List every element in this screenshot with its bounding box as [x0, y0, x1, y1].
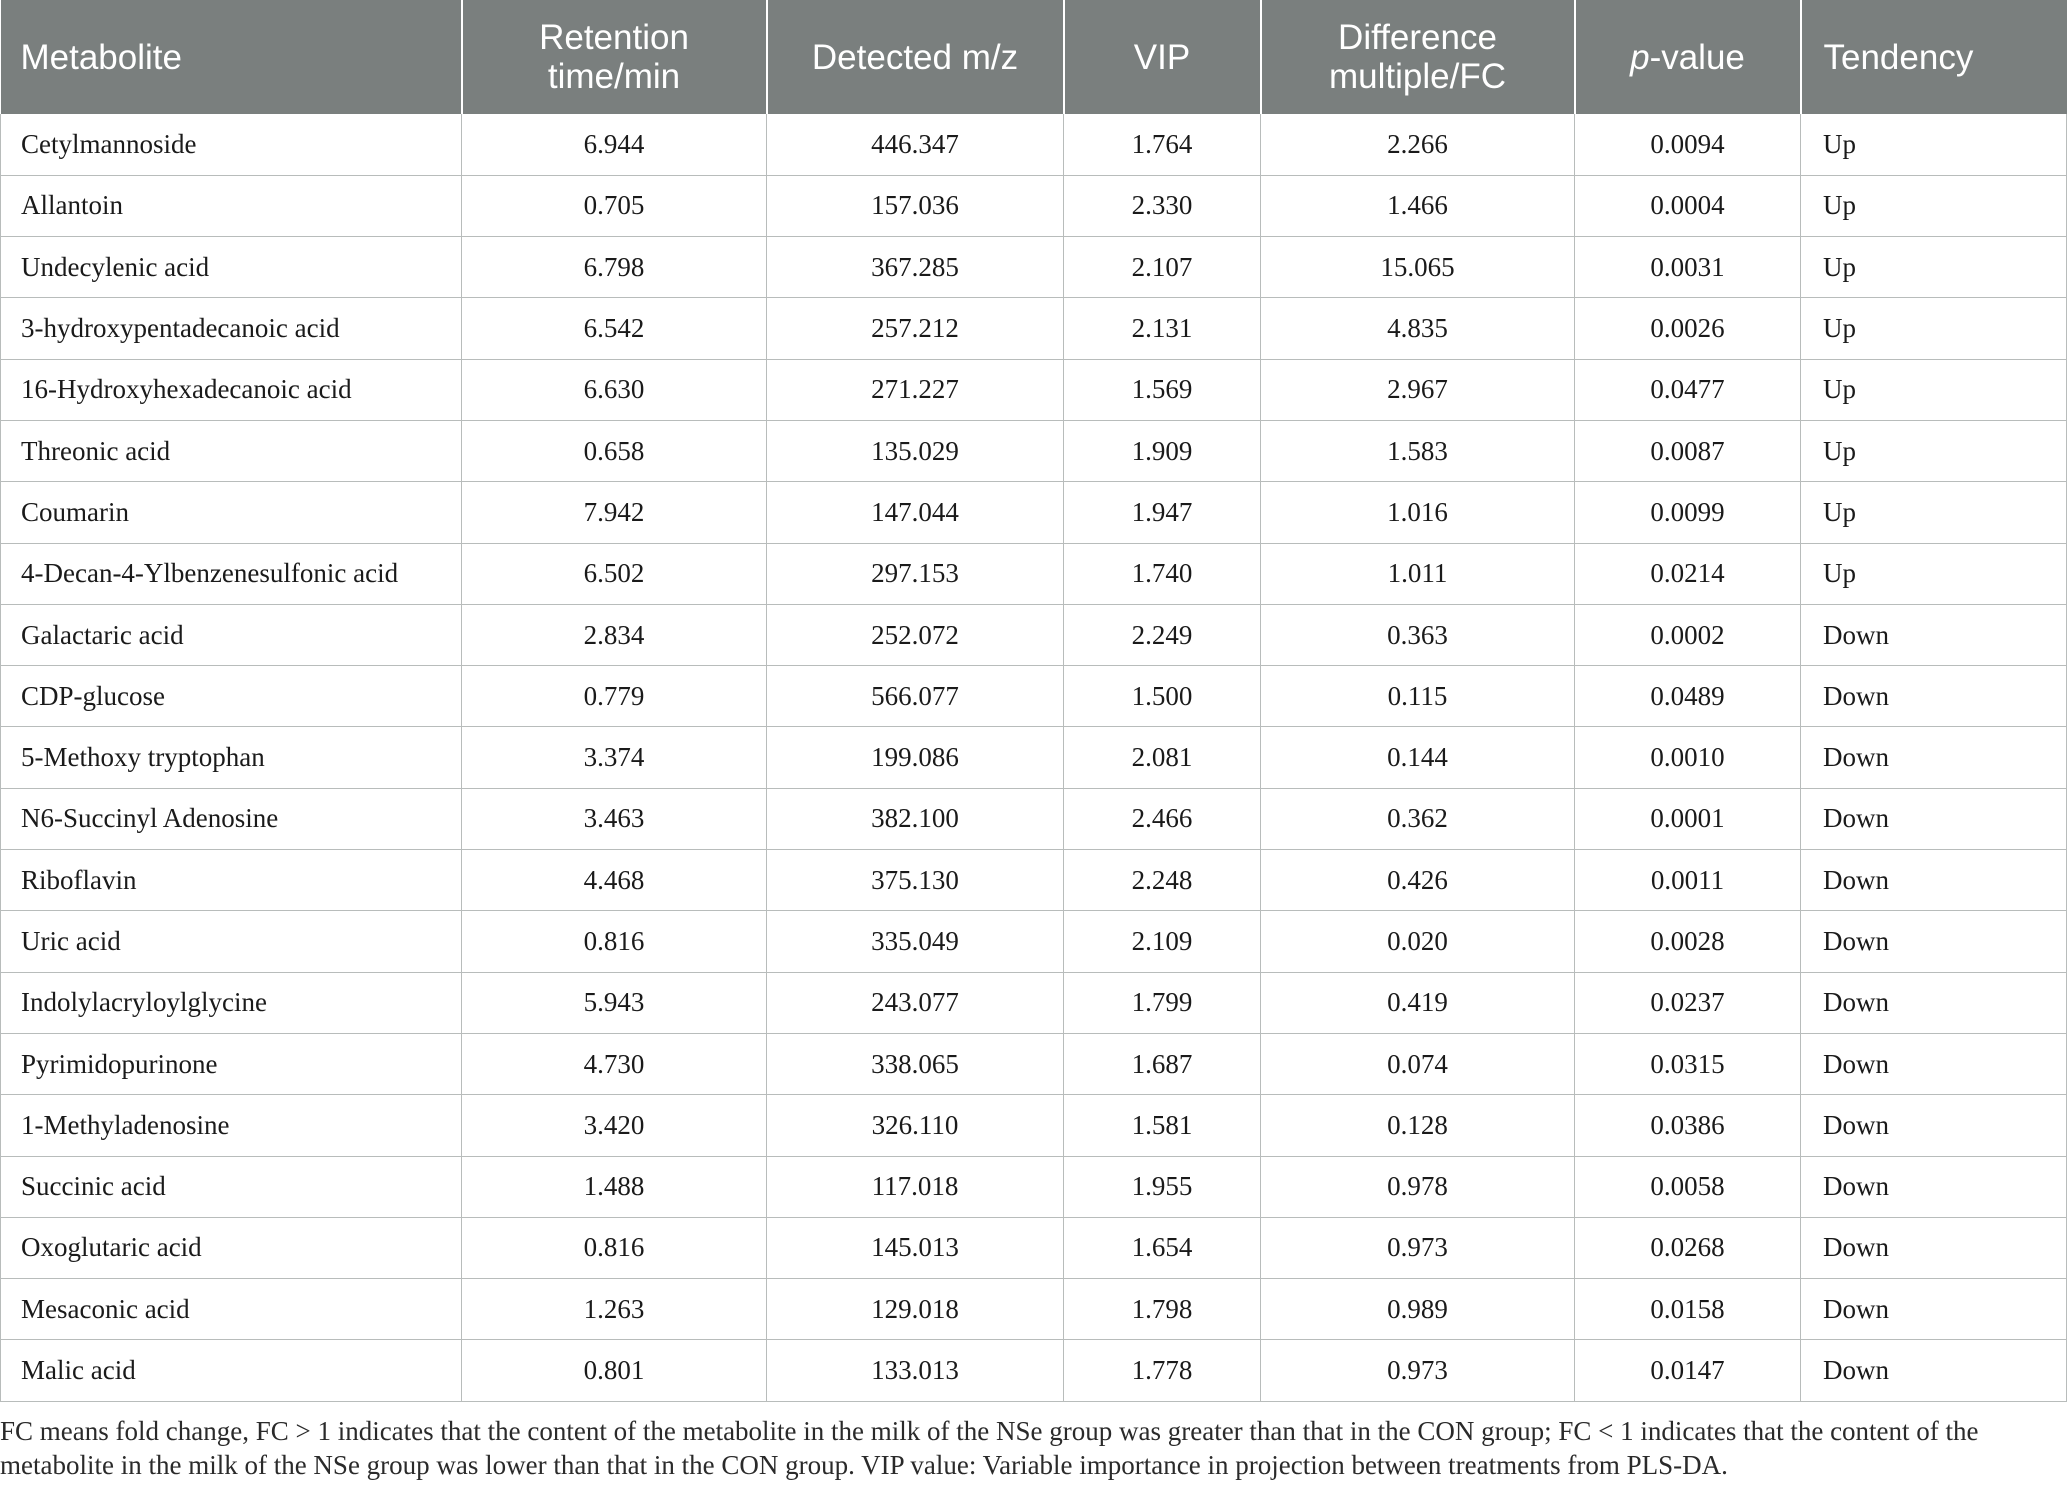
cell-tendency: Up: [1801, 175, 2067, 236]
cell-p-value: 0.0004: [1575, 175, 1801, 236]
cell-detected-mz: 199.086: [767, 727, 1064, 788]
cell-metabolite: Indolylacryloylglycine: [1, 972, 462, 1033]
cell-retention-time: 7.942: [462, 482, 767, 543]
cell-tendency: Down: [1801, 1217, 2067, 1278]
cell-fold-change: 0.128: [1261, 1095, 1575, 1156]
cell-detected-mz: 297.153: [767, 543, 1064, 604]
cell-tendency: Down: [1801, 666, 2067, 727]
cell-fold-change: 0.426: [1261, 850, 1575, 911]
header-retention-line1: Retention: [539, 18, 689, 57]
cell-retention-time: 5.943: [462, 972, 767, 1033]
header-row: [1, 0, 2067, 114]
cell-vip: 1.654: [1064, 1217, 1261, 1278]
cell-tendency: Down: [1801, 850, 2067, 911]
cell-detected-mz: 252.072: [767, 604, 1064, 665]
cell-metabolite: 16-Hydroxyhexadecanoic acid: [1, 359, 462, 420]
table-row: [1, 604, 2067, 665]
cell-retention-time: 6.542: [462, 298, 767, 359]
cell-fold-change: 0.973: [1261, 1340, 1575, 1401]
cell-fold-change: 1.466: [1261, 175, 1575, 236]
cell-tendency: Down: [1801, 911, 2067, 972]
cell-fold-change: 0.115: [1261, 666, 1575, 727]
table-row: [1, 788, 2067, 849]
cell-metabolite: Allantoin: [1, 175, 462, 236]
cell-fold-change: 4.835: [1261, 298, 1575, 359]
cell-retention-time: 2.834: [462, 604, 767, 665]
cell-p-value: 0.0315: [1575, 1033, 1801, 1094]
cell-fold-change: 0.419: [1261, 972, 1575, 1033]
cell-fold-change: 0.973: [1261, 1217, 1575, 1278]
cell-metabolite: Pyrimidopurinone: [1, 1033, 462, 1094]
cell-detected-mz: 446.347: [767, 114, 1064, 175]
cell-retention-time: 0.801: [462, 1340, 767, 1401]
cell-fold-change: 2.266: [1261, 114, 1575, 175]
cell-tendency: Down: [1801, 1340, 2067, 1401]
cell-fold-change: 2.967: [1261, 359, 1575, 420]
table-row: [1, 237, 2067, 298]
cell-fold-change: 0.074: [1261, 1033, 1575, 1094]
cell-fold-change: 0.363: [1261, 604, 1575, 665]
cell-fold-change: 0.362: [1261, 788, 1575, 849]
cell-vip: 2.109: [1064, 911, 1261, 972]
header-retention-time: [462, 0, 767, 114]
table-footnote: FC means fold change, FC > 1 indicates that the content of the metabolite in the milk of the NSe group was greater than that in the CON group; FC < 1 indicates that the content of the metabolite in the milk of the NSe group was lower than that in the CON group. VIP value: Variable importance in projection between treatments from PLS-DA.: [0, 1416, 1979, 1480]
cell-metabolite: Threonic acid: [1, 420, 462, 481]
cell-tendency: Up: [1801, 298, 2067, 359]
cell-tendency: Down: [1801, 788, 2067, 849]
cell-p-value: 0.0489: [1575, 666, 1801, 727]
cell-metabolite: Succinic acid: [1, 1156, 462, 1217]
cell-tendency: Up: [1801, 543, 2067, 604]
cell-vip: 1.947: [1064, 482, 1261, 543]
table-row: [1, 850, 2067, 911]
table-row: [1, 911, 2067, 972]
cell-metabolite: Cetylmannoside: [1, 114, 462, 175]
cell-detected-mz: 243.077: [767, 972, 1064, 1033]
cell-p-value: 0.0002: [1575, 604, 1801, 665]
table-row: [1, 1217, 2067, 1278]
cell-fold-change: 1.011: [1261, 543, 1575, 604]
cell-detected-mz: 257.212: [767, 298, 1064, 359]
cell-tendency: Up: [1801, 482, 2067, 543]
header-fc-line1: Difference: [1338, 18, 1497, 57]
table-row: [1, 1156, 2067, 1217]
cell-p-value: 0.0214: [1575, 543, 1801, 604]
cell-fold-change: 1.016: [1261, 482, 1575, 543]
header-detected-mz: Detected m/z: [767, 0, 1064, 114]
cell-p-value: 0.0058: [1575, 1156, 1801, 1217]
cell-retention-time: 4.730: [462, 1033, 767, 1094]
header-p-value: [1575, 0, 1801, 114]
cell-vip: 1.687: [1064, 1033, 1261, 1094]
cell-p-value: 0.0087: [1575, 420, 1801, 481]
cell-detected-mz: 147.044: [767, 482, 1064, 543]
cell-fold-change: 0.144: [1261, 727, 1575, 788]
cell-p-value: 0.0031: [1575, 237, 1801, 298]
cell-detected-mz: 335.049: [767, 911, 1064, 972]
cell-fold-change: 0.020: [1261, 911, 1575, 972]
cell-metabolite: 3-hydroxypentadecanoic acid: [1, 298, 462, 359]
table-row: [1, 359, 2067, 420]
header-tendency: Tendency: [1801, 0, 2067, 114]
cell-retention-time: 0.779: [462, 666, 767, 727]
cell-p-value: 0.0099: [1575, 482, 1801, 543]
cell-metabolite: Oxoglutaric acid: [1, 1217, 462, 1278]
cell-detected-mz: 326.110: [767, 1095, 1064, 1156]
cell-vip: 1.909: [1064, 420, 1261, 481]
cell-detected-mz: 338.065: [767, 1033, 1064, 1094]
cell-metabolite: Mesaconic acid: [1, 1279, 462, 1340]
cell-vip: 2.081: [1064, 727, 1261, 788]
cell-tendency: Up: [1801, 420, 2067, 481]
cell-retention-time: 6.798: [462, 237, 767, 298]
header-metabolite: Metabolite: [1, 0, 462, 114]
cell-tendency: Down: [1801, 1279, 2067, 1340]
cell-detected-mz: 157.036: [767, 175, 1064, 236]
header-p-rest: -value: [1649, 37, 1745, 77]
cell-p-value: 0.0011: [1575, 850, 1801, 911]
cell-vip: 1.764: [1064, 114, 1261, 175]
cell-retention-time: 6.630: [462, 359, 767, 420]
cell-vip: 2.131: [1064, 298, 1261, 359]
cell-metabolite: Undecylenic acid: [1, 237, 462, 298]
cell-retention-time: 3.374: [462, 727, 767, 788]
cell-tendency: Down: [1801, 727, 2067, 788]
table-row: [1, 1033, 2067, 1094]
table-row: [1, 114, 2067, 175]
cell-detected-mz: 271.227: [767, 359, 1064, 420]
table-row: [1, 175, 2067, 236]
cell-retention-time: 0.816: [462, 911, 767, 972]
cell-detected-mz: 117.018: [767, 1156, 1064, 1217]
cell-p-value: 0.0147: [1575, 1340, 1801, 1401]
table-row: [1, 972, 2067, 1033]
table-row: [1, 1095, 2067, 1156]
header-fc-line2: multiple/FC: [1329, 57, 1506, 96]
table-row: [1, 666, 2067, 727]
cell-retention-time: 6.944: [462, 114, 767, 175]
cell-retention-time: 0.705: [462, 175, 767, 236]
cell-metabolite: 1-Methyladenosine: [1, 1095, 462, 1156]
header-p-italic: p: [1630, 37, 1650, 77]
cell-p-value: 0.0001: [1575, 788, 1801, 849]
table-row: [1, 1279, 2067, 1340]
cell-retention-time: 1.488: [462, 1156, 767, 1217]
cell-retention-time: 0.658: [462, 420, 767, 481]
table-row: [1, 298, 2067, 359]
table-row: [1, 482, 2067, 543]
cell-metabolite: Galactaric acid: [1, 604, 462, 665]
cell-detected-mz: 133.013: [767, 1340, 1064, 1401]
cell-metabolite: N6-Succinyl Adenosine: [1, 788, 462, 849]
cell-p-value: 0.0477: [1575, 359, 1801, 420]
cell-p-value: 0.0237: [1575, 972, 1801, 1033]
cell-vip: 2.107: [1064, 237, 1261, 298]
cell-retention-time: 3.463: [462, 788, 767, 849]
cell-fold-change: 0.989: [1261, 1279, 1575, 1340]
table-row: [1, 420, 2067, 481]
header-retention-line2: time/min: [547, 57, 681, 96]
cell-p-value: 0.0026: [1575, 298, 1801, 359]
cell-vip: 1.569: [1064, 359, 1261, 420]
table-header: [1, 0, 2067, 114]
cell-fold-change: 15.065: [1261, 237, 1575, 298]
cell-detected-mz: 129.018: [767, 1279, 1064, 1340]
cell-metabolite: 4-Decan-4-Ylbenzenesulfonic acid: [1, 543, 462, 604]
cell-tendency: Down: [1801, 1033, 2067, 1094]
cell-retention-time: 3.420: [462, 1095, 767, 1156]
cell-p-value: 0.0010: [1575, 727, 1801, 788]
table-row: [1, 1340, 2067, 1401]
cell-p-value: 0.0386: [1575, 1095, 1801, 1156]
cell-metabolite: Uric acid: [1, 911, 462, 972]
cell-metabolite: Riboflavin: [1, 850, 462, 911]
cell-tendency: Up: [1801, 359, 2067, 420]
table-row: [1, 727, 2067, 788]
cell-fold-change: 1.583: [1261, 420, 1575, 481]
cell-vip: 2.249: [1064, 604, 1261, 665]
cell-retention-time: 1.263: [462, 1279, 767, 1340]
table-row: [1, 543, 2067, 604]
cell-tendency: Down: [1801, 1095, 2067, 1156]
cell-detected-mz: 566.077: [767, 666, 1064, 727]
cell-retention-time: 4.468: [462, 850, 767, 911]
cell-tendency: Down: [1801, 604, 2067, 665]
cell-metabolite: Malic acid: [1, 1340, 462, 1401]
table-body: [1, 114, 2067, 1401]
cell-metabolite: 5-Methoxy tryptophan: [1, 727, 462, 788]
cell-vip: 1.740: [1064, 543, 1261, 604]
cell-detected-mz: 375.130: [767, 850, 1064, 911]
cell-fold-change: 0.978: [1261, 1156, 1575, 1217]
header-fold-change: [1261, 0, 1575, 114]
cell-tendency: Down: [1801, 972, 2067, 1033]
cell-vip: 2.248: [1064, 850, 1261, 911]
cell-tendency: Up: [1801, 114, 2067, 175]
cell-vip: 1.799: [1064, 972, 1261, 1033]
cell-tendency: Down: [1801, 1156, 2067, 1217]
cell-vip: 1.500: [1064, 666, 1261, 727]
cell-metabolite: CDP-glucose: [1, 666, 462, 727]
cell-vip: 1.581: [1064, 1095, 1261, 1156]
cell-detected-mz: 367.285: [767, 237, 1064, 298]
header-vip: VIP: [1064, 0, 1261, 114]
cell-p-value: 0.0158: [1575, 1279, 1801, 1340]
cell-p-value: 0.0028: [1575, 911, 1801, 972]
cell-detected-mz: 135.029: [767, 420, 1064, 481]
cell-vip: 1.778: [1064, 1340, 1261, 1401]
cell-tendency: Up: [1801, 237, 2067, 298]
cell-metabolite: Coumarin: [1, 482, 462, 543]
cell-vip: 2.466: [1064, 788, 1261, 849]
cell-p-value: 0.0268: [1575, 1217, 1801, 1278]
cell-retention-time: 6.502: [462, 543, 767, 604]
cell-detected-mz: 382.100: [767, 788, 1064, 849]
cell-p-value: 0.0094: [1575, 114, 1801, 175]
cell-vip: 1.955: [1064, 1156, 1261, 1217]
cell-detected-mz: 145.013: [767, 1217, 1064, 1278]
cell-vip: 2.330: [1064, 175, 1261, 236]
cell-vip: 1.798: [1064, 1279, 1261, 1340]
cell-retention-time: 0.816: [462, 1217, 767, 1278]
